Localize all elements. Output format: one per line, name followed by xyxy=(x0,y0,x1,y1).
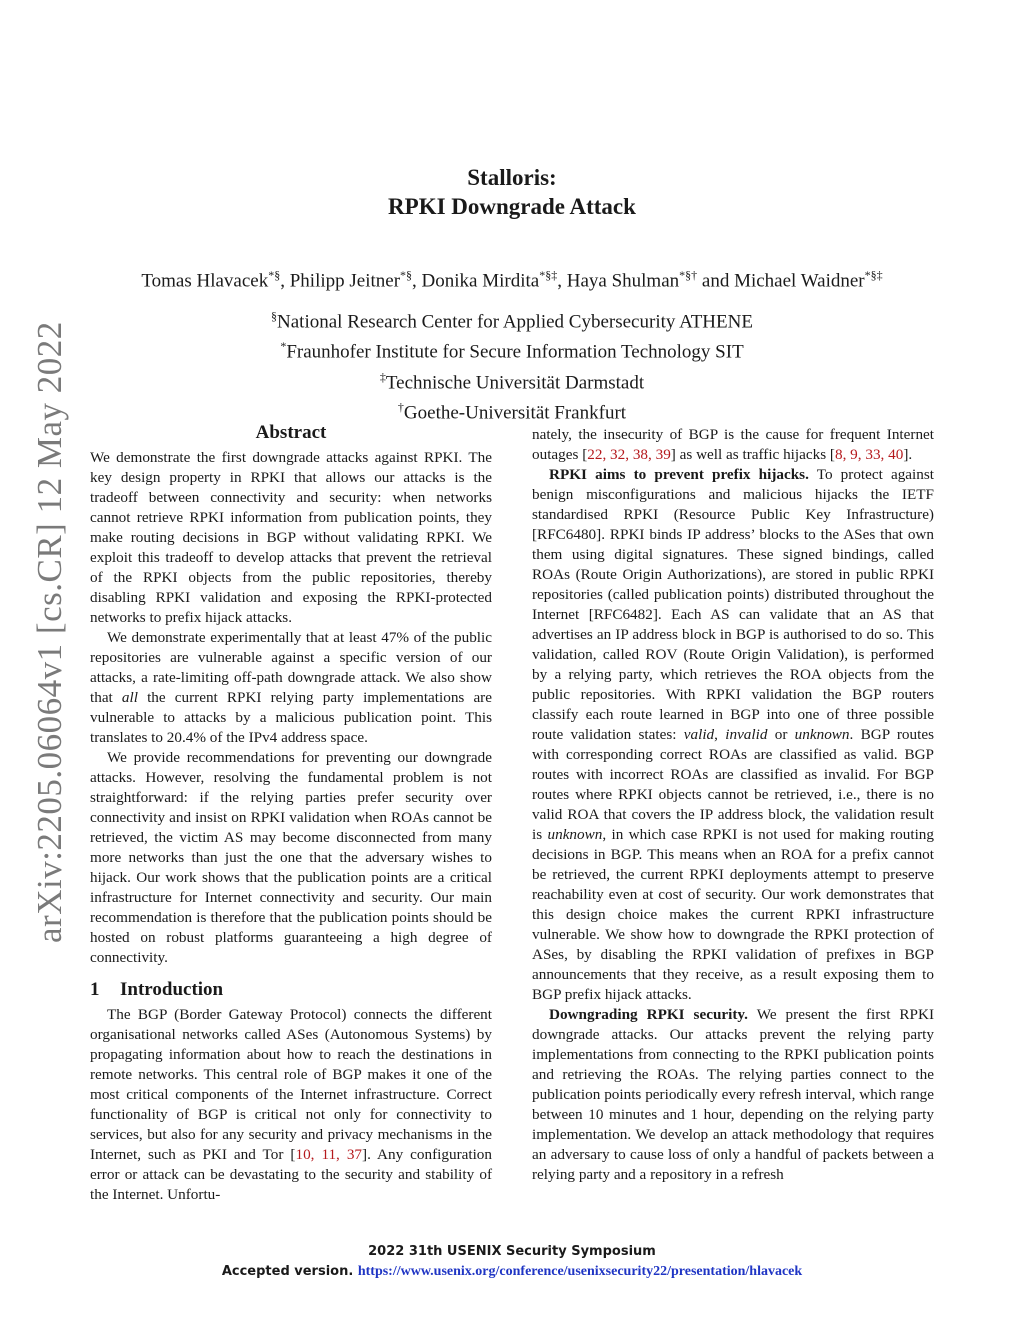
affiliation xyxy=(0,365,1024,395)
section-heading xyxy=(90,978,492,1002)
affiliation-list xyxy=(0,304,1024,425)
footer-venue: 2022 31th USENIX Security Symposium xyxy=(368,1244,656,1259)
text-run: The BGP (Border Gateway Protocol) connects the different organisational networks called ASes (Autonomous Systems) by propagating information about how to reach the destinations in remote networks. This central role of BGP makes it one of the most critical components of the Internet infrastructure. Correct functionality of BGP is critical not only for connectivity to services, but also for any security and privacy mechanisms in the Internet, such as PKI and Tor [ xyxy=(90,1006,492,1163)
emphasis: unknown xyxy=(794,726,850,743)
arxiv-identifier: arXiv:2205.06064v1 [cs.CR] 12 May 2022 xyxy=(30,321,69,943)
body-paragraph xyxy=(532,425,934,465)
text-run: We present the first RPKI downgrade attacks. Our attacks prevent the relying party implementations from connecting to the RPKI publication points and retrieving the ROAs. The relying parties connect to the publication points periodically every refresh interval, which range between 10 minutes and 1 hour, depending on the relying party implementation. We develop an attack methodology that requires an adversary to cause loss of only a handful of packets between a relying party and a repository in a refresh xyxy=(532,1006,935,1183)
affiliation-mark: ‡ xyxy=(379,369,386,384)
right-column xyxy=(532,425,934,1185)
text-run: We demonstrate experimentally that at least 47% of the public repositories are vulnerable against a specific version of our attacks, a rate-limiting off-path downgrade attack. We also show that xyxy=(90,629,492,706)
emphasis: invalid xyxy=(725,726,768,743)
text-run: the current RPKI relying party implementations are vulnerable to attacks by a malicious publication point. This translates to 20.4% of the IPv4 address space. xyxy=(90,689,492,746)
author-list xyxy=(0,263,1024,293)
text-run: or xyxy=(767,726,795,743)
section-number: 1 xyxy=(90,979,100,1000)
body-paragraph xyxy=(532,465,934,1005)
author-name: Haya Shulman xyxy=(566,270,680,292)
affiliation-mark: * xyxy=(280,339,287,354)
abstract-paragraph: We demonstrate the first downgrade attacks against RPKI. The key design property in RPKI that allows our attacks is the tradeoff between connectivity and security: when networks cannot retrieve RPKI information from publication points, they make routing decisions in BGP without validating RPKI. We exploit this tradeoff to develop attacks that prevent the retrieval of the RPKI objects from the public repositories, thereby disabling RPKI validation and exposing the RPKI-protected networks to prefix hijack attacks. xyxy=(90,449,492,626)
author-marks: *§‡ xyxy=(864,268,883,282)
author-conjunction: and xyxy=(697,270,735,292)
author-marks: *§† xyxy=(679,268,698,282)
footer-accepted xyxy=(0,1264,1024,1280)
author-name: Tomas Hlavacek xyxy=(141,270,269,292)
text-run: ]. xyxy=(903,446,913,463)
affiliation-name: Technische Universität Darmstadt xyxy=(385,371,645,393)
author-separator: , xyxy=(557,270,567,292)
abstract-paragraph xyxy=(90,628,492,748)
affiliation-name: Fraunhofer Institute for Secure Information Technology SIT xyxy=(286,341,744,363)
author-name: Philipp Jeitner xyxy=(289,270,401,292)
author-separator: , xyxy=(412,270,422,292)
citation-link[interactable]: 22, 32, 38, 39 xyxy=(587,446,671,463)
paragraph-heading: Downgrading RPKI security. xyxy=(549,1006,748,1023)
affiliation xyxy=(0,334,1024,364)
intro-paragraph xyxy=(90,1005,492,1205)
text-run: nately, the insecurity of BGP is the cause for frequent Internet outages [ xyxy=(532,426,934,463)
author-separator: , xyxy=(280,270,290,292)
author-marks: *§‡ xyxy=(539,268,558,282)
author-marks: *§ xyxy=(268,268,281,282)
text-run: , in which case RPKI is not used for making routing decisions in BGP. This means when an ROA for a prefix cannot be retrieved, the current RPKI deployments attempt to preserve reachability even at cost of security. Our work demonstrates that this design choice makes the current RPKI infrastructure vulnerable. We show how to downgrade the RPKI protection of ASes, by disabling the RPKI validation of prefixes in BGP announcements that they receive, as a result exposing them to BGP prefix hijack attacks. xyxy=(532,826,934,1003)
author-name: Donika Mirdita xyxy=(421,270,540,292)
section-title: Introduction xyxy=(120,979,224,1000)
affiliation-mark: † xyxy=(397,399,404,414)
left-column xyxy=(90,421,492,1205)
paper-title xyxy=(0,163,1024,221)
abstract-paragraph: We provide recommendations for preventing our downgrade attacks. However, resolving the fundamental problem is not straightforward: if the relying parties prefer security over connectivity and insist on RPKI validation when ROAs cannot be retrieved, the victim AS may become disconnected from many more networks than just the one that the adversary wishes to hijack. Our work shows that the publication points are a critical infrastructure for Internet connectivity and security. Our main recommendation is therefore that the publication points should be hosted on robust platforms guaranteeing a high degree of connectivity. xyxy=(90,749,492,966)
title-line-1: Stalloris: xyxy=(467,165,557,190)
author-name: Michael Waidner xyxy=(734,270,865,292)
affiliation xyxy=(0,304,1024,334)
author-marks: *§ xyxy=(400,268,413,282)
text-run: To protect against benign misconfigurations and malicious hijacks the IETF standardised RPKI (Resource Public Key Infrastructure) [RFC6480]. RPKI binds IP address’ blocks to the ASes that own them using digital signatures. These signed bindings, called ROAs (Route Origin Authorizations), are stored in public RPKI repositories (called publication points) distributed throughout the Internet [RFC6482]. Each AS can validate that an AS that advertises an IP address block in BGP is authorised to do so. This validation, called ROV (Route Origin Validation), is performed by a relying party, which retrieves the ROA objects from the public repositories. With RPKI validation the BGP routers classify each route learned in BGP into one of three possible route validation states: xyxy=(532,466,934,743)
emphasis: all xyxy=(121,689,138,706)
emphasis: unknown xyxy=(547,826,603,843)
accepted-label: Accepted version. xyxy=(221,1264,354,1279)
affiliation-mark: § xyxy=(271,309,278,323)
text-run: ]. Any configuration error or attack can be devastating to the security and stability of the Internet. Unfortu- xyxy=(90,1146,492,1203)
affiliation-name: National Research Center for Applied Cybersecurity ATHENE xyxy=(277,311,753,333)
citation-link[interactable]: 10, 11, 37 xyxy=(295,1146,363,1163)
title-line-2: RPKI Downgrade Attack xyxy=(388,194,636,219)
citation-link[interactable]: 8, 9, 33, 40 xyxy=(834,446,904,463)
text-run: . BGP routes with corresponding correct ROAs are classified as valid. BGP routes with incorrect ROAs are classified as invalid. For BGP routes where RPKI objects cannot be retrieved, i.e., there is no valid ROA that covers the IP address block, the validation result is xyxy=(532,726,934,843)
paper-url-link[interactable]: https://www.usenix.org/conference/usenixsecurity22/presentation/hlavacek xyxy=(357,1264,803,1279)
text-run: , xyxy=(714,726,726,743)
paragraph-heading: RPKI aims to prevent prefix hijacks. xyxy=(549,466,809,483)
emphasis: valid xyxy=(683,726,715,743)
abstract-heading: Abstract xyxy=(255,422,327,443)
affiliation-name: Goethe-Universität Frankfurt xyxy=(403,402,627,424)
body-paragraph xyxy=(532,1005,934,1185)
text-run: ] as well as traffic hijacks [ xyxy=(670,446,835,463)
